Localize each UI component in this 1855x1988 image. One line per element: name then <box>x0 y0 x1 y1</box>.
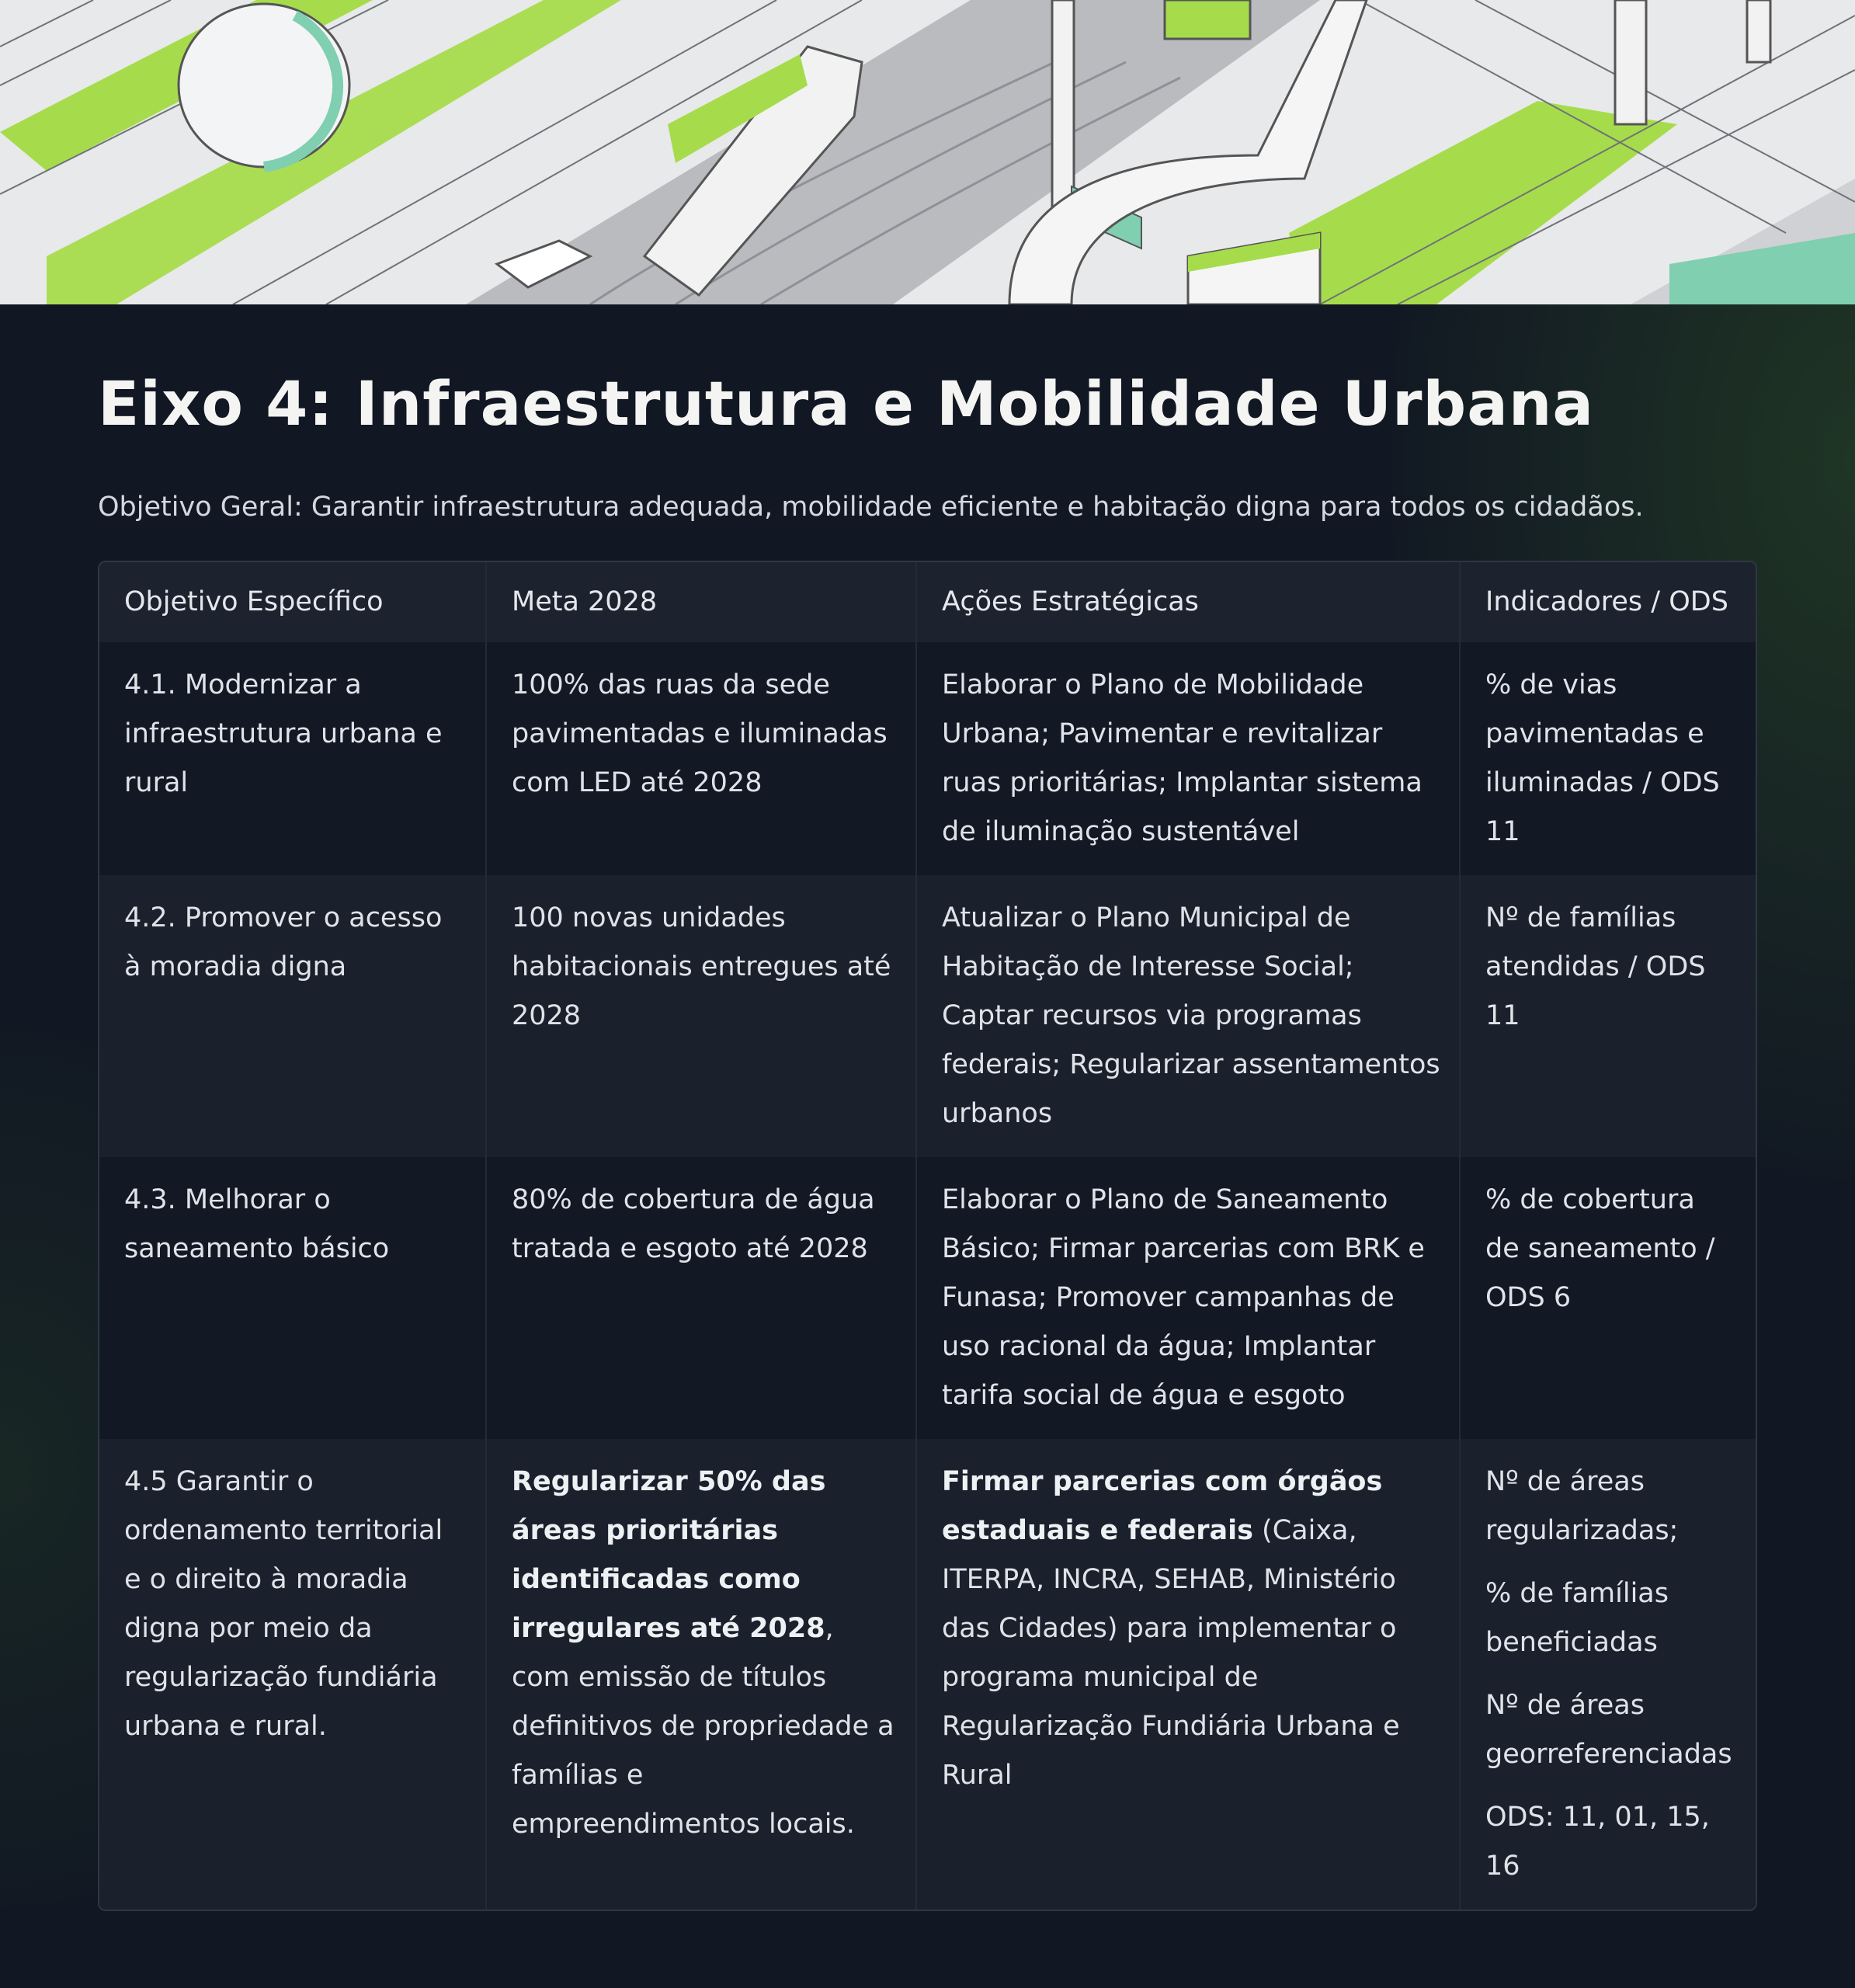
indicator-item: ODS: 11, 01, 15, 16 <box>1485 1802 1710 1882</box>
table-row <box>99 1157 1756 1439</box>
cell-meta: 80% de cobertura de água tratada e esgoto até 2028 <box>486 1157 916 1439</box>
header-meta: Meta 2028 <box>486 562 916 642</box>
cell-indicadores: % de cobertura de saneamento / ODS 6 <box>1460 1157 1756 1439</box>
header-image <box>0 0 1855 304</box>
acoes-highlight: Firmar parcerias com órgãos estaduais e federais <box>942 1466 1383 1546</box>
cell-acoes <box>916 1439 1460 1910</box>
cell-meta: 100 novas unidades habitacionais entregues até 2028 <box>486 875 916 1157</box>
cell-indicadores <box>1460 1439 1756 1910</box>
table-row <box>99 642 1756 875</box>
meta-rest: , com emissão de títulos definitivos de propriedade a famílias e empreendimentos locais. <box>512 1613 894 1840</box>
cell-objetivo: 4.1. Modernizar a infraestrutura urbana e rural <box>99 642 486 875</box>
cell-objetivo: 4.3. Melhorar o saneamento básico <box>99 1157 486 1439</box>
indicator-item: % de famílias beneficiadas <box>1485 1578 1669 1658</box>
page-subtitle: Objetivo Geral: Garantir infraestrutura adequada, mobilidade eficiente e habitação digna para todos os cidadãos. <box>98 492 1644 523</box>
cell-objetivo: 4.2. Promover o acesso à moradia digna <box>99 875 486 1157</box>
main-content <box>98 365 1757 1911</box>
table-header-row <box>99 562 1756 642</box>
meta-highlight: Regularizar 50% das áreas prioritárias identificadas como irregulares até 2028 <box>512 1466 826 1644</box>
cell-acoes: Elaborar o Plano de Mobilidade Urbana; Pavimentar e revitalizar ruas prioritárias; Implantar sistema de iluminação sustentável <box>916 642 1460 875</box>
cell-indicadores: % de vias pavimentadas e iluminadas / ODS 11 <box>1460 642 1756 875</box>
cell-meta: 100% das ruas da sede pavimentadas e iluminadas com LED até 2028 <box>486 642 916 875</box>
page-title: Eixo 4: Infraestrutura e Mobilidade Urbana <box>98 370 1595 440</box>
table-row <box>99 1439 1756 1910</box>
cell-meta <box>486 1439 916 1910</box>
cell-indicadores: Nº de famílias atendidas / ODS 11 <box>1460 875 1756 1157</box>
header-acoes: Ações Estratégicas <box>916 562 1460 642</box>
acoes-rest: (Caixa, ITERPA, INCRA, SEHAB, Ministério das Cidades) para implementar o programa municipal de Regularização Fundiária Urbana e Rural <box>942 1515 1400 1791</box>
header-indicadores: Indicadores / ODS <box>1460 562 1756 642</box>
header-objetivo: Objetivo Específico <box>99 562 486 642</box>
cell-objetivo: 4.5 Garantir o ordenamento territorial e o direito à moradia digna por meio da regularização fundiária urbana e rural. <box>99 1439 486 1910</box>
goals-table <box>98 561 1757 1911</box>
cell-acoes: Atualizar o Plano Municipal de Habitação de Interesse Social; Captar recursos via programas federais; Regularizar assentamentos urbanos <box>916 875 1460 1157</box>
isometric-city-illustration-icon <box>0 0 1855 304</box>
table-row <box>99 875 1756 1157</box>
indicator-item: Nº de áreas georreferenciadas <box>1485 1690 1732 1770</box>
indicator-item: Nº de áreas regularizadas; <box>1485 1466 1679 1546</box>
cell-acoes: Elaborar o Plano de Saneamento Básico; Firmar parcerias com BRK e Funasa; Promover campanhas de uso racional da água; Implantar tarifa social de água e esgoto <box>916 1157 1460 1439</box>
